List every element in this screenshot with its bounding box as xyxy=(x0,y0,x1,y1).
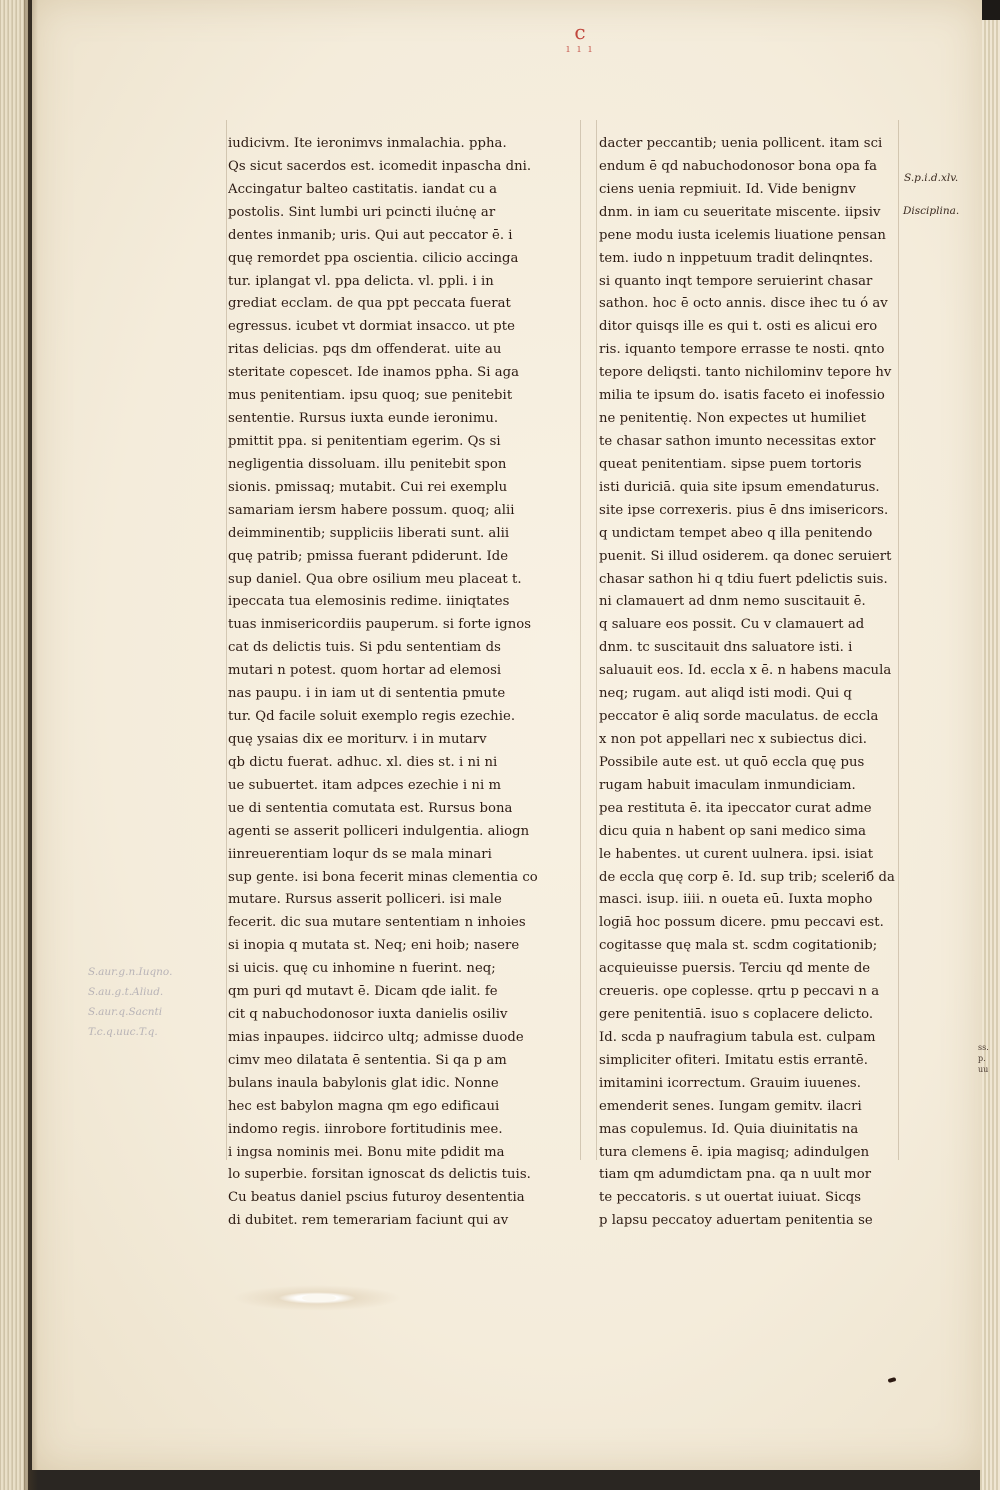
text-line: cogitasse quę mala st. scdm cogitationib; xyxy=(599,938,878,954)
text-line: q saluare eos possit. Cu v clamauert ad xyxy=(599,617,865,633)
faint-note-line: S.au.g.t.Aliud. xyxy=(88,986,164,998)
text-line: i ingsa nominis mei. Bonu mite pdidit ma xyxy=(228,1144,505,1160)
text-line: postolis. Sint lumbi uri pcincti iluċnę ar xyxy=(228,204,496,220)
text-line: tem. iudo n inppetuum tradit delinqntes. xyxy=(599,250,874,266)
text-line: sententie. Rursus iuxta eunde ieronimu. xyxy=(228,411,499,427)
text-line: ue subuertet. itam adpces ezechie i ni m xyxy=(228,777,502,793)
text-line: ris. iquanto tempore errasse te nosti. qnto xyxy=(599,342,885,358)
text-line: mutare. Rursus asserit polliceri. isi male xyxy=(228,892,502,908)
text-line: dnm. tc suscitauit dns saluatore isti. i xyxy=(599,640,853,656)
text-line: milia te ipsum do. isatis faceto ei inofessio xyxy=(599,388,885,404)
text-line: quę remordet ppa oscientia. cilicio accinga xyxy=(228,250,519,266)
text-line: si quanto inqt tempore seruierint chasar xyxy=(599,273,873,289)
text-line: nas paupu. i in iam ut di sententia pmute xyxy=(228,686,506,702)
text-line: mas copulemus. Id. Quia diuinitatis na xyxy=(599,1121,859,1137)
parchment-damage xyxy=(232,1285,402,1311)
text-line: dicu quia n habent op sani medico sima xyxy=(599,823,867,839)
text-line: p lapsu peccatoy aduertam penitentia se xyxy=(599,1213,873,1229)
text-line: mias inpaupes. iidcirco ultq; admisse duode xyxy=(228,1029,524,1045)
text-line: Qs sicut sacerdos est. icomedit inpascha dni. xyxy=(228,158,532,174)
text-line: cit q nabuchodonosor iuxta danielis osiliv xyxy=(228,1007,508,1023)
folio-mark xyxy=(545,22,615,62)
text-line: pea restituta ē. ita ipeccator curat adme xyxy=(599,800,872,816)
text-line: samariam iersm habere possum. quoq; alii xyxy=(228,502,515,518)
text-line: endum ē qd nabuchodonosor bona opa fa xyxy=(599,158,878,174)
text-line: pmittit ppa. si penitentiam egerim. Qs si xyxy=(228,433,501,449)
text-line: Cu beatus daniel pscius futuroy desententia xyxy=(228,1190,525,1206)
folio-mark-numerals: ı ı ı xyxy=(566,42,594,55)
text-line: qb dictu fuerat. adhuc. xl. dies st. i ni ni xyxy=(228,754,498,770)
text-line: puenit. Si illud osiderem. qa donec seruiert xyxy=(599,548,892,564)
text-line: hec est babylon magna qm ego edificaui xyxy=(228,1098,500,1114)
text-line: pene modu iusta icelemis liuatione pensan xyxy=(599,227,886,243)
ruling-line-right xyxy=(898,120,899,1160)
text-line: rugam habuit imaculam inmundiciam. xyxy=(599,777,856,793)
marginal-gloss-reference: S.p.i.d.xlv. xyxy=(904,172,959,184)
text-line: dentes inmanib; uris. Qui aut peccator ē. i xyxy=(228,227,513,243)
text-line: tur. iplangat vl. ppa delicta. vl. ppli. i in xyxy=(228,273,494,289)
text-line: mutari n potest. quom hortar ad elemosi xyxy=(228,663,502,679)
faint-marginal-notes xyxy=(88,962,238,1042)
text-line: quę patrib; pmissa fuerant pdiderunt. Ide xyxy=(228,548,509,564)
text-line: gere penitentiā. isuo s coplacere delicto. xyxy=(599,1007,874,1023)
ruling-line-center-a xyxy=(580,120,581,1160)
faint-note-line: S.aur.g.n.Iuqno. xyxy=(88,966,173,978)
text-line: steritate copescet. Ide inamos ppha. Si aga xyxy=(228,365,520,381)
text-line: di dubitet. rem temerariam faciunt qui av xyxy=(228,1213,509,1229)
text-line: dnm. in iam cu seueritate miscente. iipsiv xyxy=(599,204,881,220)
text-line: Accingatur balteo castitatis. iandat cu a xyxy=(228,181,498,197)
text-line: logiā hoc possum dicere. pmu peccavi est. xyxy=(599,915,884,931)
text-line: q undictam tempet abeo q illa penitendo xyxy=(599,525,873,541)
text-column-right xyxy=(599,133,895,1233)
text-line: peccator ē aliq sorde maculatus. de eccla xyxy=(599,709,879,725)
text-line: ne penitentię. Non expectes ut humiliet xyxy=(599,411,867,427)
faint-note-line: T.c.q.uuc.T.q. xyxy=(88,1026,158,1038)
text-line: tepore deliqsti. tanto nichilominv tepore hv xyxy=(599,365,892,381)
text-line: x non pot appellari nec x subiectus dici. xyxy=(599,731,868,747)
text-line: ritas delicias. pqs dm offenderat. uite au xyxy=(228,342,502,358)
text-line: masci. isup. iiii. n oueta eū. Iuxta mopho xyxy=(599,892,873,908)
text-line: cimv meo dilatata ē sententia. Si qa p am xyxy=(228,1052,507,1068)
text-line: creueris. ope coplesse. qrtu p peccavi n a xyxy=(599,984,880,1000)
text-line: fecerit. dic sua mutare sententiam n inhoies xyxy=(228,915,526,931)
text-line: sionis. pmissaq; mutabit. Cui rei exemplu xyxy=(228,479,508,495)
text-line: si inopia q mutata st. Neq; eni hoib; nasere xyxy=(228,938,520,954)
text-line: cat ds delictis tuis. Si pdu sententiam ds xyxy=(228,640,501,656)
text-line: tuas inmisericordiis pauperum. si forte ignos xyxy=(228,617,532,633)
text-line: bulans inaula babylonis glat idic. Nonne xyxy=(228,1075,499,1091)
text-line: ue di sententia comutata est. Rursus bona xyxy=(228,800,513,816)
text-line: tiam qm adumdictam pna. qa n uult mor xyxy=(599,1167,872,1183)
text-line: sup gente. isi bona fecerit minas clementia co xyxy=(228,869,538,885)
ruling-line-center-b xyxy=(596,120,597,1160)
marginal-gloss-disciplina: Disciplina. xyxy=(903,205,960,217)
text-line: negligentia dissoluam. illu penitebit spon xyxy=(228,456,507,472)
text-line: de eccla quę corp ē. Id. sup trib; sceleriб da xyxy=(599,869,895,885)
edge-marginal-note: ss. p. uu xyxy=(978,1043,989,1074)
text-line: grediat ecclam. de qua ppt peccata fuerat xyxy=(228,296,511,312)
text-line: emenderit senes. Iungam gemitv. ilacri xyxy=(599,1098,862,1114)
text-line: tura clemens ē. ipia magisq; adindulgen xyxy=(599,1144,870,1160)
text-line: si uicis. quę cu inhomine n fuerint. neq; xyxy=(228,961,496,977)
text-line: ipeccata tua elemosinis redime. iiniqtates xyxy=(228,594,510,610)
text-line: ni clamauert ad dnm nemo suscitauit ē. xyxy=(599,594,866,610)
text-line: imitamini icorrectum. Grauim iuuenes. xyxy=(599,1075,861,1091)
text-line: simpliciter ofiteri. Imitatu estis errantē. xyxy=(599,1052,868,1068)
text-line: qm puri qd mutavt ē. Dicam qde ialit. fe xyxy=(228,984,498,1000)
text-line: deimminentib; suppliciis liberati sunt. alii xyxy=(228,525,510,541)
text-line: le habentes. ut curent uulnera. ipsi. isiat xyxy=(599,846,874,862)
text-line: ciens uenia repmiuit. Id. Vide benignv xyxy=(599,181,856,197)
text-line: indomo regis. iinrobore fortitudinis mee. xyxy=(228,1121,503,1137)
text-line: acquieuisse puersis. Terciu qd mente de xyxy=(599,961,871,977)
text-line: ditor quisqs ille es qui t. osti es alicui ero xyxy=(599,319,878,335)
text-line: neq; rugam. aut aliqd isti modi. Qui q xyxy=(599,686,852,702)
text-line: Possibile aute est. ut quō eccla quę pus xyxy=(599,754,865,770)
text-line: te chasar sathon imunto necessitas extor xyxy=(599,433,876,449)
text-column-left xyxy=(228,133,576,1233)
right-page-edges xyxy=(980,20,1000,1490)
text-line: Id. scda p naufragium tabula est. culpam xyxy=(599,1029,876,1045)
text-line: sup daniel. Qua obre osilium meu placeat t. xyxy=(228,571,522,587)
faint-note-line: S.aur.q.Sacnti xyxy=(88,1006,163,1018)
text-line: te peccatoris. s ut ouertat iuiuat. Sicqs xyxy=(599,1190,862,1206)
text-line: mus penitentiam. ipsu quoq; sue penitebit xyxy=(228,388,513,404)
text-line: dacter peccantib; uenia pollicent. itam sci xyxy=(599,136,883,151)
text-line: chasar sathon hi q tdiu fuert pdelictis suis. xyxy=(599,571,888,587)
text-line: saluauit eos. Id. eccla x ē. n habens macula xyxy=(599,663,892,679)
text-line: sathon. hoc ē octo annis. disce ihec tu ó av xyxy=(599,296,888,312)
spine-shadow xyxy=(24,0,38,1490)
text-line: site ipse correxeris. pius ē dns imisericors. xyxy=(599,502,889,518)
text-line: lo superbie. forsitan ignoscat ds delictis tuis. xyxy=(228,1167,531,1183)
text-line: egressus. icubet vt dormiat insacco. ut pte xyxy=(228,319,515,335)
text-line: tur. Qd facile soluit exemplo regis ezechie. xyxy=(228,709,516,725)
text-line: queat penitentiam. sipse puem tortoris xyxy=(599,456,862,472)
text-line: iudicivm. Ite ieronimvs inmalachia. ppha. xyxy=(228,136,507,151)
text-line: quę ysaias dix ee moriturv. i in mutarv xyxy=(228,731,487,747)
text-line: agenti se asserit polliceri indulgentia. aliogn xyxy=(228,823,530,839)
text-line: iinreuerentiam loqur ds se mala minari xyxy=(228,846,492,862)
text-line: isti duriciā. quia site ipsum emendaturus. xyxy=(599,479,880,495)
folio-mark-letter: c xyxy=(574,20,586,44)
